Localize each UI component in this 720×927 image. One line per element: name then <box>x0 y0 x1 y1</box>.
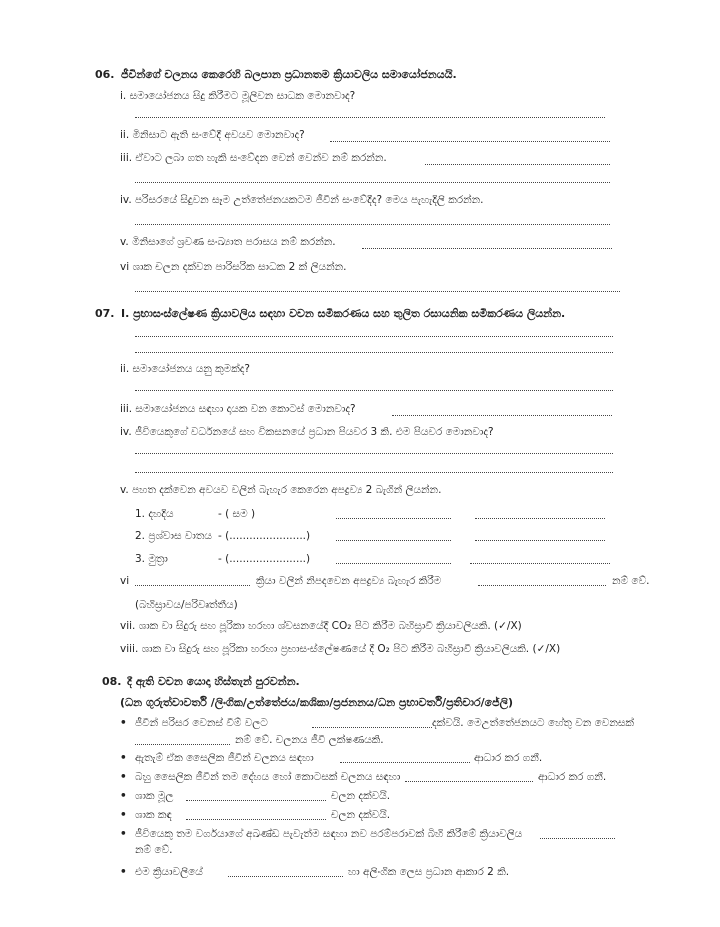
answer-line[interactable] <box>312 727 432 728</box>
q8-item-5-text: ශාක කඳ <box>135 809 172 821</box>
answer-line[interactable] <box>135 291 620 292</box>
q7-part-iii: iii. සමායෝජනය සඳහා දායක වන කොටස් මොනවාද? <box>120 403 356 415</box>
q8-item-2-text: ඇතැම් ඒක සෛලික ජීවීන් චලනය සඳහා <box>135 752 314 764</box>
q7-part-ii: ii. සමායෝජනය යනු කුමක්ද? <box>120 363 250 375</box>
q8-item-3-text: බහු සෛලික ජීවීන් තම දේහය හෝ කොටසක් චලනය සඳහා <box>135 771 401 783</box>
answer-line[interactable] <box>470 563 610 564</box>
bullet-icon: • <box>120 790 127 802</box>
answer-line[interactable] <box>228 876 343 877</box>
answer-line[interactable] <box>405 781 533 782</box>
bullet-icon: • <box>120 771 127 783</box>
q6-part-iv: iv. පරිසරයේ සිදුවන සෑම උත්තේජනයකටම ජීවීන් සංවේදීද? මෙය පැහැදිලි කරන්න. <box>120 194 484 206</box>
q8-item-6-text: ජීවියෙකු තම වර්ගයාගේ අඛණ්ඩ පැවැත්ම සඳහා නව පරම්පරාවක් බිහි කිරීමේ ක්‍රියාවලිය <box>135 828 523 840</box>
q8-item-7-text: හා අලිංගික ලෙස ප්‍රධාන ආකාර 2 කි. <box>348 866 510 878</box>
question-8-title: දී ඇති වචන යොදා හිස්තැන් පුරවන්න. <box>127 675 300 688</box>
answer-line[interactable] <box>475 518 605 519</box>
q6-part-v: v. මිනිසාගේ ශ්‍රවණ සංඛ්‍යාත පරාසය නම් කරන්න. <box>120 236 336 248</box>
q6-part-vi: vi ශාක චලන දක්වන පාරිසරික සාධක 2 ක් ලියන්න. <box>120 261 347 273</box>
q6-part-iii: iii. ඒවාට ලබා ගත හැකි සංවේදන වෙන් වෙන්ව නම් කරන්න. <box>120 152 387 164</box>
answer-line[interactable] <box>135 585 250 586</box>
q8-item-5-text: චලන දක්වයි. <box>331 809 391 821</box>
question-6-title: ජීවින්ගේ චලනය කෙරෙහි බලපාන ප්‍රධානතම ක්‍රියාවලිය සමායෝජනයයි. <box>121 68 457 81</box>
answer-line[interactable] <box>135 390 613 391</box>
q8-item-1-text: දක්වයි. මෙඋත්තේජනයට හේතු වන වෙනසක් <box>432 717 634 729</box>
excretion-row-label: 2. ප්‍රශ්වාස වාතය <box>135 530 212 542</box>
q6-part-ii: ii. මිනිසාට ඇති සංවේදී අවයව මොනවාද? <box>120 129 305 141</box>
answer-line[interactable] <box>186 819 326 820</box>
answer-line[interactable] <box>475 540 605 541</box>
excretion-row-label: 1. දහදිය <box>135 508 174 520</box>
excretion-row-label: 3. මුත්‍රා <box>135 553 168 565</box>
bullet-icon: • <box>120 717 127 729</box>
answer-line[interactable] <box>186 800 326 801</box>
answer-line[interactable] <box>336 563 451 564</box>
question-6-number: 06. <box>95 68 115 81</box>
q8-item-2-text: ආධාර කර ගනී. <box>474 752 543 764</box>
q8-item-6-text: නම් වේ. <box>135 844 173 856</box>
bullet-icon: • <box>120 809 127 821</box>
answer-line[interactable] <box>135 182 610 183</box>
q7-part-vi-end: නම් වේ. <box>612 575 650 587</box>
answer-line[interactable] <box>135 224 610 225</box>
q7-part-vii: vii. ශාක වා සිදුරු සහ පූරිකා හරහා ශ්වසනයේදී CO₂ පිට කිරීම බහිස්‍රාවී ක්‍රියාවලියකි. (✓/X) <box>120 620 522 632</box>
bullet-icon: • <box>120 752 127 764</box>
answer-line[interactable] <box>340 762 470 763</box>
q7-part-iv: iv. ජීවියෙකුගේ වර්ධනයේ සහ විකසනයේ ප්‍රධාන පියවර 3 කි. එම පියවර මොනවාද? <box>120 426 494 438</box>
answer-line[interactable] <box>135 453 613 454</box>
question-8-number: 08. <box>102 675 122 688</box>
excretion-row-blank: - (.......................) <box>218 530 311 542</box>
q7-part-vi-options: (බහිස්‍රාවය/පරිවෘත්තීය) <box>135 599 238 611</box>
q8-item-7-text: එම ක්‍රියාවලියේ <box>135 866 203 878</box>
q6-part-i: i. සමායෝජනය සිදු කිරීමට මූලිවන සාධක මොනවාද? <box>120 90 356 102</box>
answer-line[interactable] <box>540 838 615 839</box>
bullet-icon: • <box>120 828 127 840</box>
question-7-title: I. ප්‍රභාසංස්ලේෂණ ක්‍රියාවලිය සඳහා වචන සමීකරණය සහ තුලිත රසායනික සමීකරණය ලියන්න. <box>121 307 566 320</box>
answer-line[interactable] <box>336 540 451 541</box>
q7-part-vi-label: vi <box>120 575 130 587</box>
answer-line[interactable] <box>135 472 613 473</box>
q8-item-1-text: නම් වේ. චලනය ජීවී ලක්ෂණයකි. <box>235 734 384 746</box>
answer-line[interactable] <box>336 518 451 519</box>
answer-line[interactable] <box>478 585 606 586</box>
q8-item-4-text: ශාක මූල <box>135 790 174 802</box>
q7-part-v: v. පහත දක්වෙන අවයව වලින් බැහැර කෙරෙන අපද්‍රව්‍ය 2 බැගින් ලියන්න. <box>120 484 442 496</box>
answer-line[interactable] <box>392 415 612 416</box>
answer-line[interactable] <box>135 744 230 745</box>
bullet-icon: • <box>120 866 127 878</box>
answer-line[interactable] <box>362 248 612 249</box>
q7-part-vi-text: ක්‍රියා වලින් නිපදවෙන අපද්‍රව්‍ය බැහැර කිරීම <box>256 575 442 587</box>
answer-line[interactable] <box>425 164 610 165</box>
excretion-row-blank: - (.......................) <box>218 553 311 565</box>
q7-part-viii: viii. ශාක වා සිදුරු සහ පූරිකා හරහා ප්‍රභාසංස්ලේෂණයේ දී O₂ පිට කිරීම බහිස්‍රාවී ක්‍රියාවලියකි. (✓/X) <box>120 643 561 655</box>
answer-line[interactable] <box>135 336 613 337</box>
q8-item-1-text: ජීවීන් පරිසර වෙනස් වීම් වලට <box>135 717 268 729</box>
answer-line[interactable] <box>135 352 613 353</box>
answer-line[interactable] <box>330 141 610 142</box>
q8-item-3-text: ආධාර කර ගනී. <box>538 771 607 783</box>
answer-line[interactable] <box>135 117 605 118</box>
q8-item-4-text: චලන දක්වයි. <box>331 790 391 802</box>
excretion-row-example: - ( සම ) <box>218 508 256 520</box>
question-7-number: 07. <box>95 307 115 320</box>
word-bank: (ධන ගුරුත්වාවර්ති /ලිංගික/උත්තේජය/කශිකා/ප්‍රජනනය/ධන ප්‍රභාවර්ති/ප්‍රතිචාර/ජේලි) <box>120 696 514 709</box>
